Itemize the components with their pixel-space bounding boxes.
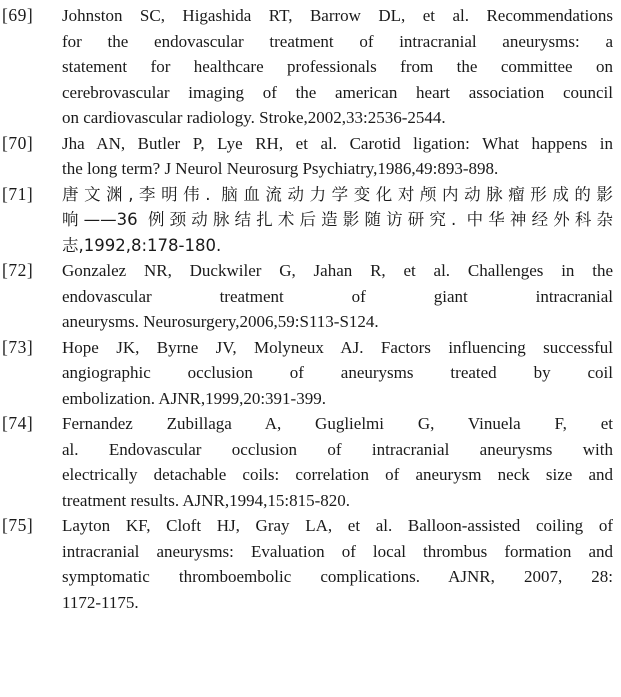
reference-text xyxy=(62,411,613,513)
reference-line: Johnston SC, Higashida RT, Barrow DL, et al. Recommendations xyxy=(62,6,613,25)
reference-line: Jha AN, Butler P, Lye RH, et al. Carotid ligation: What happens in xyxy=(62,133,613,153)
reference-entry xyxy=(2,411,613,513)
reference-line: the long term? J Neurol Neurosurg Psychiatry,1986,49:893-898. xyxy=(62,159,499,178)
reference-number: [75] xyxy=(2,515,34,535)
reference-line: 响——36 例颈动脉结扎术后造影随访研究. 中华神经外科杂 xyxy=(62,210,613,229)
reference-text xyxy=(62,131,613,182)
reference-entry xyxy=(2,513,613,615)
reference-text xyxy=(62,513,613,615)
reference-line: angiographic occlusion of aneurysms treated by coil xyxy=(62,363,613,382)
reference-line: cerebrovascular imaging of the american heart association council xyxy=(62,82,613,102)
reference-line: Fernandez Zubillaga A, Guglielmi G, Vinuela F, et xyxy=(62,414,613,433)
reference-number: [71] xyxy=(2,183,34,204)
reference-line: for the endovascular treatment of intracranial aneurysms: a xyxy=(62,31,613,51)
reference-entry xyxy=(2,3,613,131)
reference-number: [72] xyxy=(2,260,34,280)
reference-line: intracranial aneurysms: Evaluation of local thrombus formation and xyxy=(62,541,613,561)
reference-entry xyxy=(2,131,613,182)
reference-entry xyxy=(2,258,613,335)
reference-line: 志,1992,8:178-180. xyxy=(62,235,222,255)
reference-line: aneurysms. Neurosurgery,2006,59:S113-S124. xyxy=(62,312,379,331)
reference-text xyxy=(62,3,613,131)
reference-line: Gonzalez NR, Duckwiler G, Jahan R, et al. Challenges in the xyxy=(62,261,613,280)
reference-number: [73] xyxy=(2,336,34,357)
reference-line: symptomatic thromboembolic complications. AJNR, 2007, 28: xyxy=(62,567,613,586)
reference-line: endovascular treatment of giant intracranial xyxy=(62,286,613,306)
reference-line: al. Endovascular occlusion of intracranial aneurysms with xyxy=(62,439,613,459)
reference-text xyxy=(62,335,613,412)
reference-line: statement for healthcare professionals from the committee on xyxy=(62,57,613,76)
reference-line: on cardiovascular radiology. Stroke,2002,33:2536-2544. xyxy=(62,108,446,127)
reference-number: [69] xyxy=(2,5,34,25)
reference-entry xyxy=(2,335,613,412)
reference-line: embolization. AJNR,1999,20:391-399. xyxy=(62,388,326,408)
reference-line: Layton KF, Cloft HJ, Gray LA, et al. Balloon-assisted coiling of xyxy=(62,516,613,535)
reference-line: treatment results. AJNR,1994,15:815-820. xyxy=(62,490,351,510)
reference-line: Hope JK, Byrne JV, Molyneux AJ. Factors influencing successful xyxy=(62,337,613,357)
reference-text xyxy=(62,258,613,335)
reference-entry xyxy=(2,182,613,259)
reference-number: [70] xyxy=(2,132,34,153)
reference-text xyxy=(62,182,613,259)
reference-number: [74] xyxy=(2,413,34,433)
reference-line: electrically detachable coils: correlation of aneurysm neck size and xyxy=(62,465,613,484)
reference-line: 唐文渊,李明伟. 脑血流动力学变化对颅内动脉瘤形成的影 xyxy=(62,184,613,204)
reference-line: 1172-1175. xyxy=(62,592,139,612)
